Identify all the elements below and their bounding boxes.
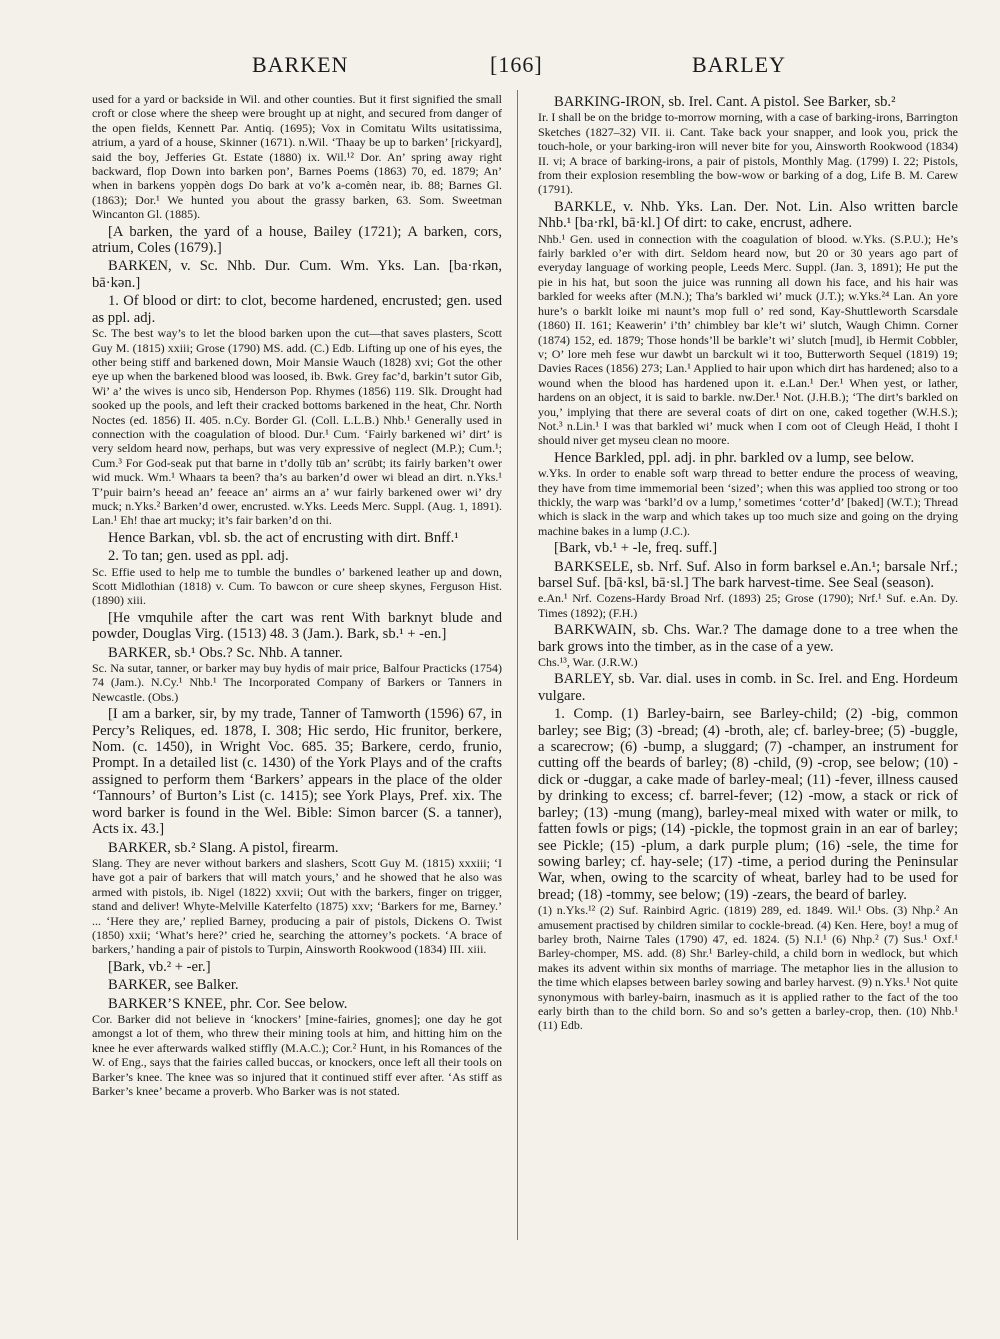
citation-paragraph: Sc. Effie used to help me to tumble the bundles o’ barkened leather up and down, Scott Midlothian (1818) v. Cum. To bawcon or cure sheep skynes, Ferguson Hist. (1890) xiii. (92, 564, 502, 608)
definition-paragraph: [He vmquhile after the cart was rent With barknyt blude and powder, Douglas Virg. (1513) 48. 3 (Jam.). Bark, sb.¹ + -en.] (92, 609, 502, 643)
citation-paragraph: Nhb.¹ Gen. used in connection with the coagulation of blood. w.Yks. (S.P.U.); He’s fairly barkled o’er with dirt. Seldom heard now, but 20 or 30 years ago part of everyday language of working people, Leeds Merc. Suppl. (Jan. 3, 1891); He put the pie in his hat, but soon the juice was running all down his face, and his hair was barkled for weeks after (M.N.); Tha’s barkled wi’ muck (J.T.); w.Yks.²⁴ Lan. An yore hure’s o barklt loike mi naunt’s mop full o’ red sond, Kay-Shuttleworth Scarsdale (1860) II. 161; Keawerin’ i’th’ chimbley bar kle’t wi’ slutch, Waugh Chimn. Corner (1874) 152, ed. 1879; Those honds’ll be barkle’t wi’ slutch [mud], ib Hermit Cobbler, v; O’ lore meh fese wur dawbt un barckult wi it too, Butterworth Sequel (1819) 19; Davies Races (1856) 273; Lan.¹ Applied to hair upon which dirt has hardened; also to a wound when the blood has hardened upon it. e.Lan.¹ Der.¹ When yest, or lather, hardens on an object, it is said to barkle. nw.Der.¹ Not. (J.H.B.); ‘The dirt’s barkled on you,’ implying that there are several coats of dirt on one, caked together (W.H.S.); Not.³ n.Lin.¹ I was that barkled wi’ muck when I com oot of Cleugh Heäd, I thoht I should niver get myseu clean no moore. (538, 231, 958, 448)
definition-paragraph: Hence Barkan, vbl. sb. the act of encrusting with dirt. Bnff.¹ (108, 529, 459, 546)
entry-headword-paragraph: BARLEY, sb. Var. dial. uses in comb. in Sc. Irel. and Eng. Hordeum vulgare. (538, 671, 958, 704)
right-column (538, 92, 958, 1257)
citation-paragraph: Chs.¹³, War. (J.R.W.) (538, 655, 638, 670)
citation-paragraph: w.Yks. In order to enable soft warp thread to better endure the process of weaving, they have from time immemorial been ‘sized’; when this was applied too strong or too thickly, the warp was ‘barkl’d ov a lump,’ sometimes ‘cotter’d’ [baked] (W.T.); Thread which is slack in the warp and which takes up too much size and going on the drying machine bakes in a lump (J.C.). (538, 466, 958, 538)
entry-headword-paragraph: BARKER, sb.¹ Obs.? Sc. Nhb. A tanner. (108, 644, 343, 661)
citation-paragraph: used for a yard or backside in Wil. and other counties. But it first signified the small croft or close where the sheep were brought up at night, and secured from danger of the open fields, Kennett Par. Antiq. (1695); Vox in Comitatu Wilts usitatissima, atrium, a yard of a house, Skinner (1671). n.Wil. ‘Thaay be up to barken’ [rickyard], said the boy, Jefferies Gt. Estate (1880) ix. Wil.¹² Dor. An’ spring away right backward, flop Down into barken pon’, Barnes Poems (1863) 70, ed. 1879; An’ when in barkens yoppèn dogs Do bark at vo’k a-comèn near, ib. 88; Barnes Gl. (1863); Dor.¹ We hunted you about the grassy barken, 63. Som. Sweetman Wincanton Gl. (1885). (92, 92, 502, 222)
header-left-headword: BARKEN (252, 52, 349, 77)
header-right-headword: BARLEY (692, 52, 786, 77)
definition-paragraph: 1. Comp. (1) Barley-bairn, see Barley-child; (2) -big, common barley; see Big; (3) -bread; (4) -broth, ale; cf. barley-bree; (5) -buggle, a scarecrow; (6) -bump, a sluggard; (7) -champer, an instrument for cutting off the beards of barley; (8) -child, (9) -crop, see below; (10) -dick or -duggar, a cake made of barley-meal; (11) -fever, illness caused by drinking to excess; cf. barrel-fever; (12) -mow, a stack or rick of barley; (13) -mung (mang), barley-meal mixed with water or milk, to fatten fowls or pigs; (14) -pickle, the topmost grain in an ear of barley; see Pickle; (15) -plum, a dark purple plum; (16) -sele, the time for sowing barley; cf. hay-sele; (17) -time, a period during the Peninsular War, when, owing to the scarcity of wheat, barley had to be used for bread; (18) -tommy, see below; (19) -zears, the beard of barley. (538, 706, 958, 903)
citation-paragraph: Sc. Na sutar, tanner, or barker may buy hydis of mair price, Balfour Practicks (1754) 74 (Jam.). N.Cy.¹ Nhb.¹ The Incorporated Company of Barkers or Tanners in Newcastle. (Obs.) (92, 661, 502, 704)
entry-headword-paragraph: BARKER’S KNEE, phr. Cor. See below. (108, 995, 348, 1012)
page-number: [166] (490, 52, 543, 77)
definition-paragraph: [A barken, the yard of a house, Bailey (1721); A barken, cors, atrium, Coles (1679).] (92, 223, 502, 257)
definition-paragraph: 1. Of blood or dirt: to clot, become hardened, encrusted; gen. used as ppl. adj. (92, 293, 502, 326)
citation-paragraph: e.An.¹ Nrf. Cozens-Hardy Broad Nrf. (1893) 25; Grose (1790); Nrf.¹ Suf. e.An. Dy. Times (1892); (F.H.) (538, 591, 958, 620)
entry-headword-paragraph: BARKEN, v. Sc. Nhb. Dur. Cum. Wm. Yks. Lan. [ba·rkən, bā·kən.] (92, 258, 502, 291)
citation-paragraph: Sc. The best way’s to let the blood barken upon the cut—that saves plasters, Scott Guy M. (1815) xxiii; Grose (1790) MS. add. (C.) Edb. Lifting up one of his eyes, the other being stiff and barkened down, Moir Mansie Wauch (1828) xvi; Got the other eye up when the barkened blood was loosed, ib. Bwk. Grey fac’d, barkin’t sutor Gib, Wi’ a’ the wives is unco sib, Henderson Pop. Rhymes (1856) 119. Slk. Drought had sooked up the pools, and left their cracked bottoms barkened in the heat, Chr. North Noctes (ed. 1856) II. 405. n.Cy. Border Gl. (Coll. L.L.B.) Nhb.¹ Generally used in connection with the coagulation of blood. Dur.¹ Cum. ‘Fairly barkened wi’ dirt’ is very seldom heard now, perhaps, but was very expressive of neglect (M.P.); Cum.¹; Cum.³ For God-seak put that barne in t’dolly tūb an’ scrūbt; its fairly barken’t ower wid muck. Wm.¹ Whaars ta been? tha’s au barken’d ower wi blead an dirt. n.Yks.¹ T’puir bairn’s heead an’ feeace an’ airms an a’ wur fairly barkened ower wi’ dry muck; n.Yks.² Barken’d ower, encrusted. w.Yks. Leeds Merc. Suppl. (Aug. 1, 1891). Lan.¹ Eh! thae art mucky; it’s fair barken’d on thi. (92, 326, 502, 528)
entry-headword-paragraph: BARKING-IRON, sb. Irel. Cant. A pistol. See Barker, sb.² (554, 94, 896, 110)
citation-paragraph: Ir. I shall be on the bridge to-morrow morning, with a case of barking-irons, Barrington Sketches (1827–32) VII. ii. Cant. Take back your snapper, and look you, prick the touch-hole, or your barking-iron will never bite for you, Ainsworth Rookwood (1834) II. vi; A brace of barking-irons, a pair of pistols, Monthly Mag. (1799) I. 22; Pistols, from their explosion resembling the bow-wow or barking of a dog, Life B. M. Carew (1791). (538, 110, 958, 197)
definition-paragraph: [Bark, vb.¹ + -le, freq. suff.] (554, 540, 718, 557)
entry-headword-paragraph: BARKSELE, sb. Nrf. Suf. Also in form barksel e.An.¹; barsale Nrf.; barsel Suf. [bā·ksl, bā·sl.] The bark harvest-time. See Seal (season). (538, 558, 958, 591)
left-column (92, 92, 502, 1257)
citation-paragraph: Cor. Barker did not believe in ‘knockers’ [mine-fairies, gnomes]; one day he got amongst a lot of them, who threw their mining tools at him, and hitting him on the knee he ever afterwards walked stiffly (M.A.C.); Cor.² Hunt, in his Romances of the W. of Eng., says that the fairies called buccas, or knockers, once left all their tools on Barker’s knee. The knee was so injured that it continued stiff ever after. ‘As stiff as Barker’s knee’ became a proverb. Who Barker was is not stated. (92, 1011, 502, 1098)
definition-paragraph: [Bark, vb.² + -er.] (108, 958, 211, 975)
entry-headword-paragraph: BARKER, see Balker. (108, 977, 239, 994)
definition-paragraph: 2. To tan; gen. used as ppl. adj. (108, 548, 289, 565)
citation-paragraph: (1) n.Yks.¹² (2) Suf. Rainbird Agric. (1819) 289, ed. 1849. Wil.¹ Obs. (3) Nhp.² An amusement practised by children similar to cockle-bread. (4) Ken. Here, boy! a mug of barley broth, Nairne Tales (1790) 47, ed. 1824. (5) N.I.¹ (6) Nhp.² (7) Sus.¹ Oxf.¹ Barley-chomper, MS. add. (8) Shr.¹ Barley-child, a child born in wedlock, but which makes its advent within six months of marriage. The metaphor lies in the allusion to the time which elapses between barley sowing and barley harvest. (9) n.Yks.¹ Not quite synonymous with barley-bairn, inasmuch as it is applied rather to the fact of the too early birth than to the child born. So and so’s getten a barley-crop, then. (10) Nhb.¹ (11) Edb. (538, 903, 958, 1033)
page-header (92, 52, 942, 86)
definition-paragraph: [I am a barker, sir, by my trade, Tanner of Tamworth (1596) 67, in Percy’s Reliques, ed. 1878, I. 308; Hic serdo, Hic frunitor, berkere, Nom. (c. 1450), in Wright Voc. 685. 35; Barkere, cerdo, frunio, Prompt. In a detailed list (c. 1430) of the York Plays and of the crafts assigned to perform them ‘Barkers’ appears in the place of the older ‘Tannours’ of Burton’s List (c. 1415); see York Plays, Pref. xix. The word barker is found in the Wel. Bible: Simon barcer (S. a tanner), Acts ix. 43.] (92, 706, 502, 838)
entry-headword-paragraph: BARKLE, v. Nhb. Yks. Lan. Der. Not. Lin. Also written barcle Nhb.¹ [ba·rkl, bā·kl.] Of dirt: to cake, encrust, adhere. (538, 198, 958, 232)
entry-headword-paragraph: BARKWAIN, sb. Chs. War.? The damage done to a tree when the bark grows into the timber, as in the case of a yew. (538, 622, 958, 655)
entry-headword-paragraph: BARKER, sb.² Slang. A pistol, firearm. (108, 839, 339, 856)
column-divider (517, 90, 518, 1240)
definition-paragraph: Hence Barkled, ppl. adj. in phr. barkled ov a lump, see below. (554, 449, 915, 466)
citation-paragraph: Slang. They are never without barkers and slashers, Scott Guy M. (1815) xxxiii; ‘I have got a pair of barkers that will match yours,’ and he showed that he also was armed with pistols, ib. Nigel (1822) xxvii; Out with the barkers, finger on trigger, stand and deliver! Whyte-Melville Katerfelto (1875) xxv; ‘Barkers for me, Barney.’ ... ‘Here they are,’ replied Barney, producing a pair of pistols, Dickens O. Twist (1850) xxii; ‘What’s here?’ cried he, searching the attorney’s pockets. ‘A brace of barkers,’ handing a pair of pistols to Turpin, Ainsworth Rookwood (1834) III. xiii. (92, 855, 502, 957)
